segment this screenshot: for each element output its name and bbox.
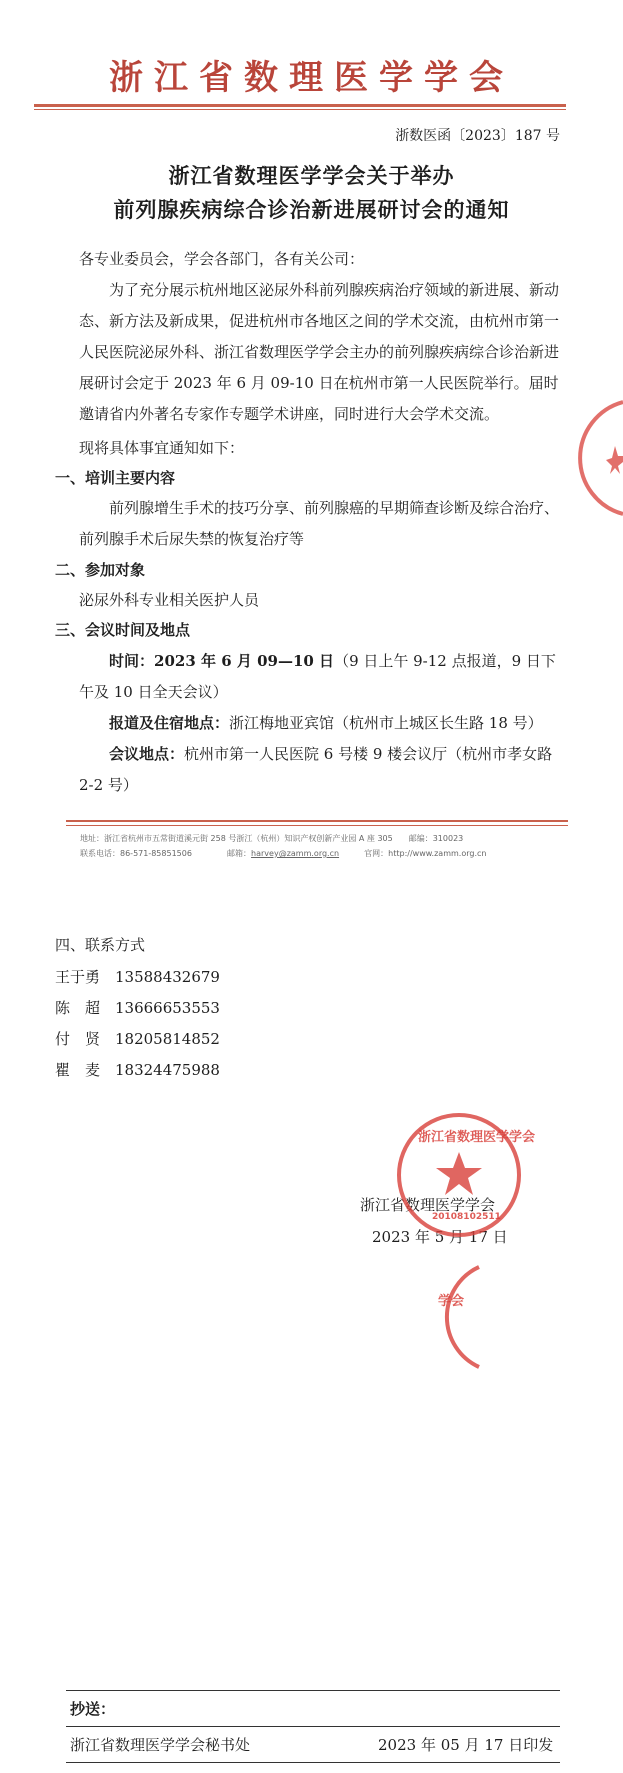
time-value: 2023 年 6 月 09—10 日 xyxy=(154,652,335,670)
footer-email-label: 邮箱： xyxy=(227,849,252,858)
salutation: 各专业委员会，学会各部门，各有关公司： xyxy=(79,250,365,268)
contact-name: 瞿 麦 xyxy=(55,1061,101,1079)
signature-org: 浙江省数理医学学会 xyxy=(360,1196,496,1214)
section1-heading: 一、培训主要内容 xyxy=(55,469,176,487)
intro-paragraph: 为了充分展示杭州地区泌尿外科前列腺疾病治疗领域的新进展、新动态、新方法及新成果，促进杭州市各地区之间的学术交流，由杭州市第一人民医院泌尿外科、浙江省数理医学学会主办的前列腺疾病综合诊治新进展研讨会定于 2023 年 6 月 09-10 日在杭州市第一人民医院举行。届时邀请省内外著名专家作专题学术讲座，同时进行大会学术交流。 xyxy=(79,281,560,423)
footer-email: harvey@zamm.org.cn xyxy=(251,849,340,858)
section2-heading: 二、参加对象 xyxy=(55,561,146,579)
contact-row xyxy=(55,962,220,993)
signature-date: 2023 年 5 月 17 日 xyxy=(372,1228,508,1246)
venue-location xyxy=(79,739,559,801)
cc-label: 抄送： xyxy=(70,1700,116,1718)
time-note: （9 日上午 9-12 点报道，9 日下午及 10 日全天会议） xyxy=(79,652,556,701)
hotel-location xyxy=(79,708,559,739)
seam-seal-stamp xyxy=(404,1262,484,1372)
contact-name: 付 贤 xyxy=(55,1030,101,1048)
notice-line: 现将具体事宜通知如下： xyxy=(79,439,245,457)
seal-code: 20108102511 xyxy=(432,1212,501,1222)
seam-seal-text: 学会 xyxy=(438,1294,465,1309)
contact-row xyxy=(55,993,220,1024)
meeting-time xyxy=(79,646,559,708)
contact-phone: 13666653553 xyxy=(115,999,220,1017)
document-title-line1: 浙江省数理医学学会关于举办 xyxy=(168,163,455,188)
footer-website: 官网：http://www.zamm.org.cn xyxy=(364,849,487,858)
contact-name: 王于勇 xyxy=(55,968,101,986)
contact-phone: 18205814852 xyxy=(115,1030,220,1048)
bottom-rule-top xyxy=(66,1690,560,1691)
letterhead-rule xyxy=(34,104,566,107)
hotel-value: 浙江梅地亚宾馆（杭州市上城区长生路 18 号） xyxy=(229,714,543,732)
edge-seal-stamp xyxy=(560,398,623,518)
footer-phone: 联系电话：86-571-85851506 xyxy=(80,849,192,858)
contact-row xyxy=(55,1024,220,1055)
contact-row xyxy=(55,1055,220,1086)
section2-text: 泌尿外科专业相关医护人员 xyxy=(79,591,260,609)
document-title-line2: 前列腺疾病综合诊治新进展研讨会的通知 xyxy=(113,197,510,222)
letterhead-title: 浙江省数理医学学会 xyxy=(109,58,514,98)
hotel-label: 报道及住宿地点： xyxy=(109,714,230,732)
section3-heading: 三、会议时间及地点 xyxy=(55,621,191,639)
venue-label: 会议地点： xyxy=(109,745,185,763)
footer-rule xyxy=(66,820,568,822)
bottom-rule-middle xyxy=(66,1726,560,1727)
seal-text: 浙江省数理医学学会 xyxy=(418,1130,536,1145)
footer-contact-line xyxy=(80,848,486,859)
contact-phone: 18324475988 xyxy=(115,1061,220,1079)
bottom-rule-bottom xyxy=(66,1762,560,1763)
letterhead-rule-thin xyxy=(34,109,566,110)
contact-name: 陈 超 xyxy=(55,999,101,1017)
venue-value: 杭州市第一人民医院 6 号楼 9 楼会议厅（杭州市孝女路 2-2 号） xyxy=(79,745,553,794)
contact-list xyxy=(55,962,220,1086)
document-number: 浙数医函〔2023〕187 号 xyxy=(395,128,560,144)
issuer: 浙江省数理医学学会秘书处 xyxy=(70,1736,251,1754)
time-label: 时间： xyxy=(109,652,155,670)
contact-phone: 13588432679 xyxy=(115,968,220,986)
footer-rule-thin xyxy=(66,825,568,826)
section4-heading: 四、联系方式 xyxy=(55,936,146,954)
section1-text: 前列腺增生手术的技巧分享、前列腺癌的早期筛查诊断及综合治疗、前列腺手术后尿失禁的恢复治疗等 xyxy=(79,499,560,548)
footer-address: 地址：浙江省杭州市五常街道溪元街 258 号浙江（杭州）知识产权创新产业园 A 座 305 邮编：310023 xyxy=(80,834,464,843)
print-date: 2023 年 05 月 17 日印发 xyxy=(378,1736,554,1754)
